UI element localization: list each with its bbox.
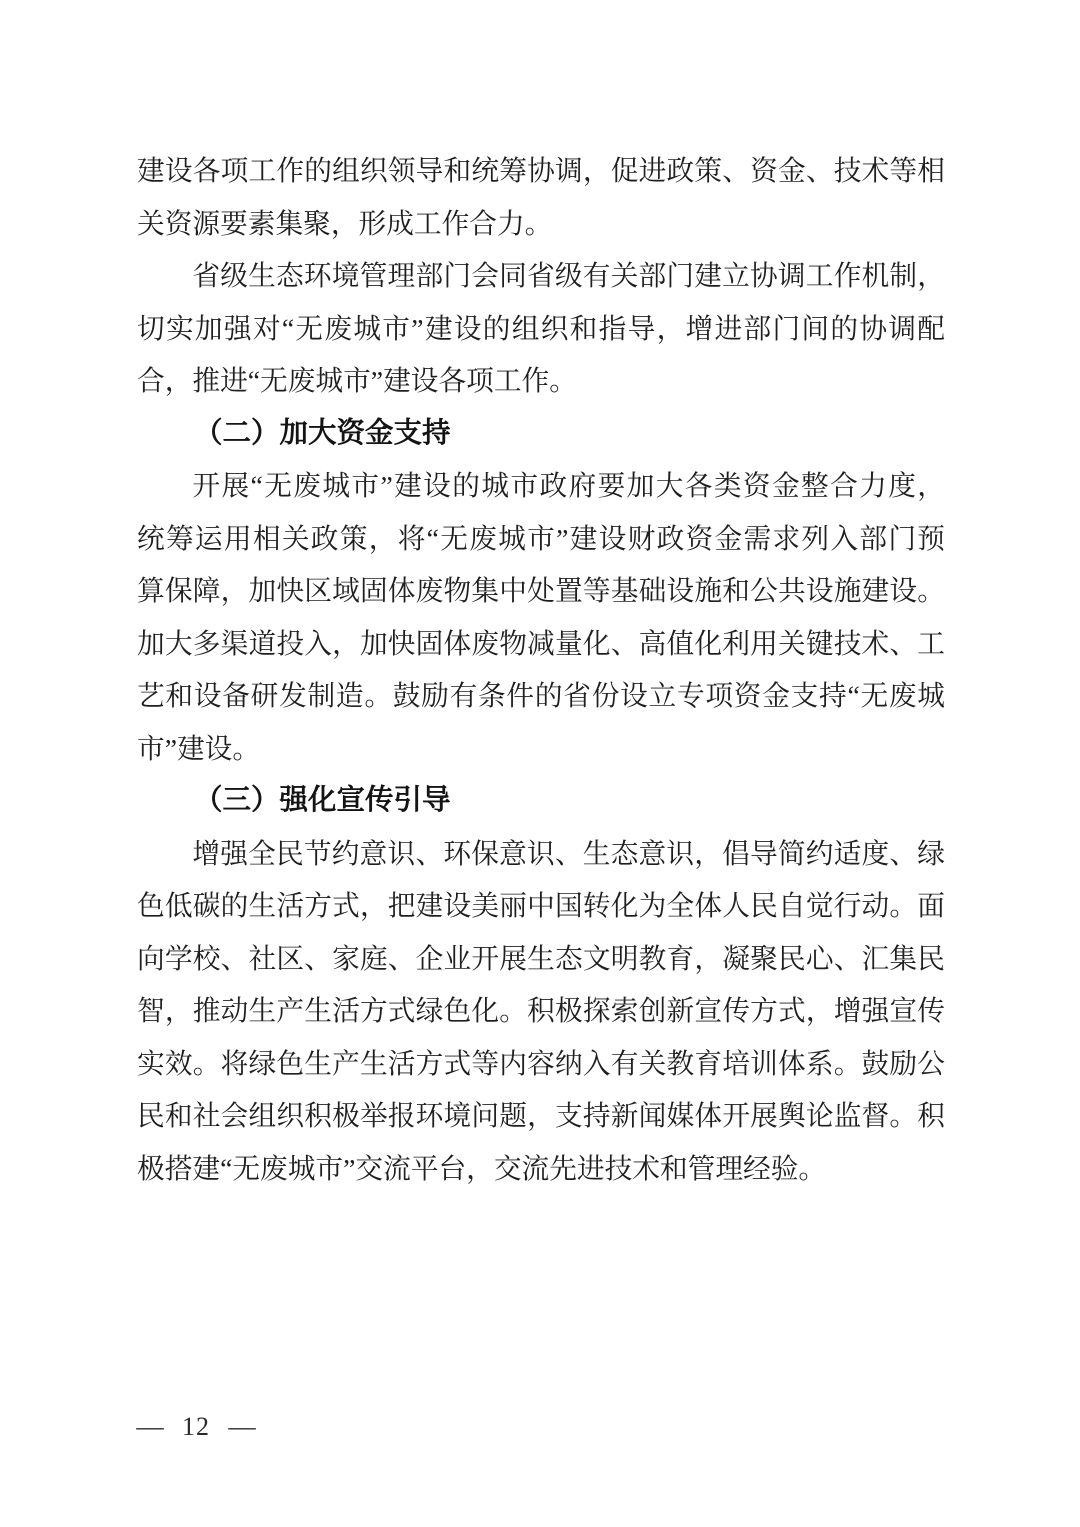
footer-dash-right: — bbox=[228, 1412, 256, 1441]
text-line: 极搭建“无废城市”交流平台，交流先进技术和管理经验。 bbox=[137, 1152, 827, 1184]
text-line: 统筹运用相关政策，将“无废城市”建设财政资金需求列入部门预 bbox=[137, 522, 945, 554]
text-line: 开展“无废城市”建设的城市政府要加大各类资金整合力度， bbox=[192, 470, 945, 501]
text-line: 实效。将绿色生产生活方式等内容纳入有关教育培训体系。鼓励公 bbox=[137, 1047, 945, 1079]
footer-dash-left: — bbox=[136, 1412, 164, 1441]
text-line: 色低碳的生活方式，把建设美丽中国转化为全体人民自觉行动。面 bbox=[137, 890, 945, 921]
text-line: 算保障，加快区域固体废物集中处置等基础设施和公共设施建设。 bbox=[137, 575, 945, 606]
page-footer bbox=[137, 1405, 255, 1449]
text-line: 民和社会组织积极举报环境问题，支持新闻媒体开展舆论监督。积 bbox=[137, 1100, 945, 1131]
page-number: 12 bbox=[182, 1412, 210, 1441]
text-line: 市”建设。 bbox=[137, 732, 261, 764]
text-line: 合，推进“无废城市”建设各项工作。 bbox=[137, 365, 577, 396]
text-line: 建设各项工作的组织领导和统筹协调，促进政策、资金、技术等相 bbox=[137, 155, 945, 186]
text-line: 省级生态环境管理部门会同省级有关部门建立协调工作机制， bbox=[192, 260, 945, 291]
text-line: 增强全民节约意识、环保意识、生态意识，倡导简约适度、绿 bbox=[192, 837, 945, 869]
text-line: 关资源要素集聚，形成工作合力。 bbox=[137, 207, 553, 239]
section-heading-2: （二）加大资金支持 bbox=[194, 417, 451, 449]
text-line: 向学校、社区、家庭、企业开展生态文明教育，凝聚民心、汇集民 bbox=[137, 942, 945, 974]
text-line: 切实加强对“无废城市”建设的组织和指导，增进部门间的协调配 bbox=[137, 312, 945, 344]
text-line: 智，推动生产生活方式绿色化。积极探索创新宣传方式，增强宣传 bbox=[137, 995, 945, 1026]
document-body bbox=[137, 145, 945, 1195]
section-heading-3: （三）强化宣传引导 bbox=[194, 785, 451, 816]
text-line: 加大多渠道投入，加快固体废物减量化、高值化利用关键技术、工 bbox=[137, 627, 945, 659]
text-line: 艺和设备研发制造。鼓励有条件的省份设立专项资金支持“无废城 bbox=[137, 680, 945, 711]
